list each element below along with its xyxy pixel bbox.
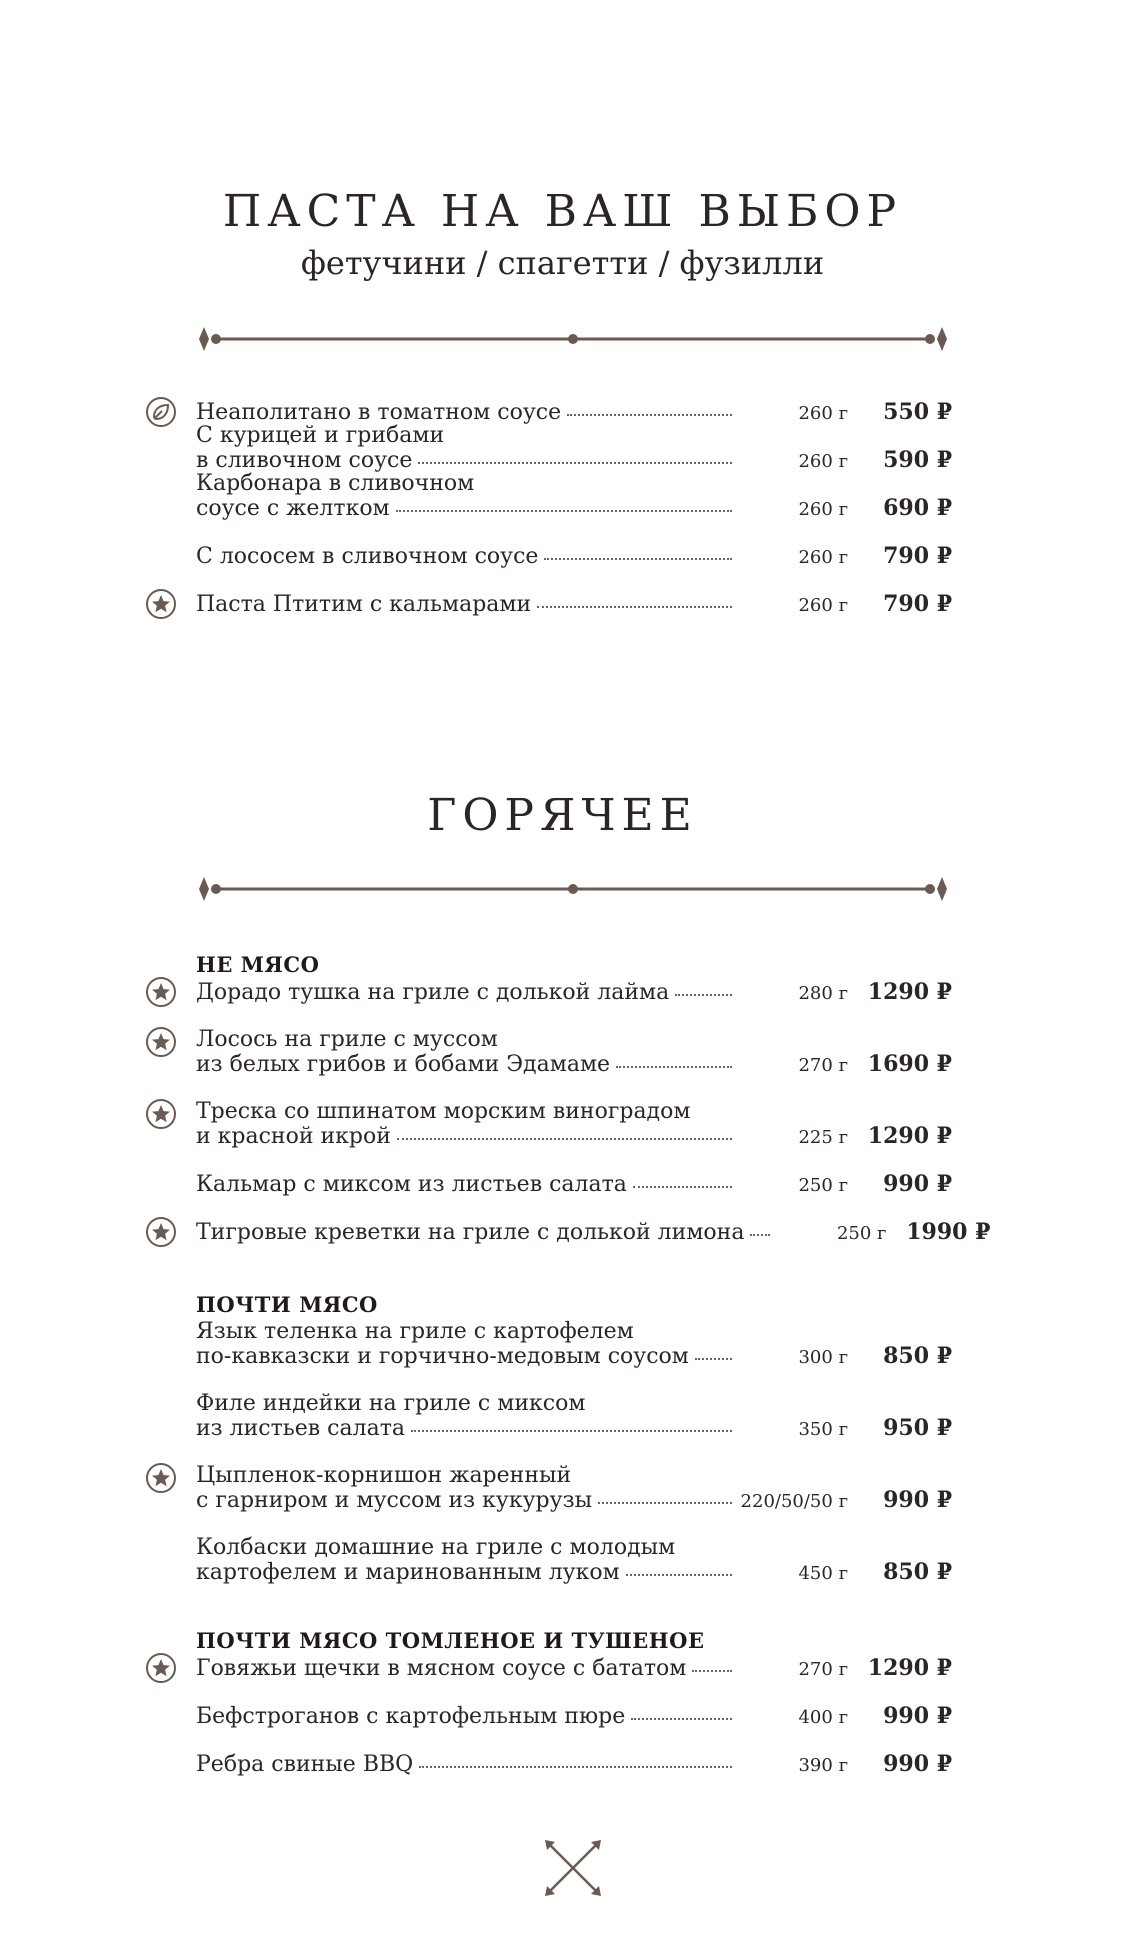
dot-leader xyxy=(675,993,732,996)
menu-item-price: 990 ₽ xyxy=(883,1751,952,1777)
dot-leader xyxy=(419,1765,732,1768)
menu-group-heading: ПОЧТИ МЯСО ТОМЛЕНОЕ И ТУШЕНОЕ xyxy=(196,1628,705,1653)
menu-item-weight: 260 г xyxy=(798,499,848,520)
menu-item-weight: 390 г xyxy=(798,1755,848,1776)
menu-item-name: по-кавказски и горчично-медовым соусом xyxy=(196,1344,689,1369)
menu-item-weight: 250 г xyxy=(798,1175,848,1196)
dot-leader xyxy=(418,461,732,464)
ornament-divider xyxy=(192,874,954,904)
star-icon xyxy=(145,1026,177,1058)
menu-item xyxy=(196,1100,952,1150)
star-icon xyxy=(145,1098,177,1130)
menu-item-name-line1: Колбаски домашние на гриле с молодым xyxy=(196,1535,676,1560)
menu-item-name: Говяжьи щечки в мясном соусе с бататом xyxy=(196,1656,687,1681)
menu-item-price: 590 ₽ xyxy=(883,447,952,473)
menu-item-weight: 220/50/50 г xyxy=(740,1491,848,1512)
menu-item-name: С лососем в сливочном соусе xyxy=(196,544,539,569)
dot-leader xyxy=(750,1233,770,1236)
menu-item xyxy=(196,1320,952,1370)
menu-item-weight: 350 г xyxy=(798,1419,848,1440)
menu-item-price: 1990 ₽ xyxy=(906,1219,991,1245)
dot-leader xyxy=(616,1065,732,1068)
menu-item-name: из белых грибов и бобами Эдамаме xyxy=(196,1052,611,1077)
menu-item-name: Тигровые креветки на гриле с долькой лимона xyxy=(196,1220,745,1245)
menu-item-name-line1: Филе индейки на гриле с миксом xyxy=(196,1391,586,1416)
dot-leader xyxy=(396,509,732,512)
menu-item-price: 690 ₽ xyxy=(883,495,952,521)
menu-group-heading: НЕ МЯСО xyxy=(196,952,320,977)
menu-item-price: 950 ₽ xyxy=(883,1415,952,1441)
star-icon xyxy=(145,1652,177,1684)
dot-leader xyxy=(695,1357,732,1360)
menu-item-name-line1: Лосось на гриле с муссом xyxy=(196,1027,498,1052)
pasta-section-title: ПАСТА НА ВАШ ВЫБОР xyxy=(222,186,903,237)
dot-leader xyxy=(397,1137,732,1140)
menu-item-price: 1290 ₽ xyxy=(867,1123,952,1149)
menu-item-name: Бефстроганов с картофельным пюре xyxy=(196,1704,626,1729)
menu-item-name-line1: Треска со шпинатом морским виноградом xyxy=(196,1099,691,1124)
dot-leader xyxy=(633,1185,732,1188)
menu-item xyxy=(196,424,952,474)
menu-item xyxy=(196,592,952,618)
menu-item xyxy=(196,1704,952,1730)
menu-item-name: Ребра свиные BBQ xyxy=(196,1752,414,1777)
star-icon xyxy=(145,1462,177,1494)
menu-item-name: в сливочном соусе xyxy=(196,448,413,473)
dot-leader xyxy=(631,1717,732,1720)
menu-item-name: Дорадо тушка на гриле с долькой лайма xyxy=(196,980,670,1005)
menu-item-name: Кальмар с миксом из листьев салата xyxy=(196,1172,627,1197)
ornament-divider xyxy=(192,324,954,354)
menu-item xyxy=(196,1464,952,1514)
menu-item-price: 550 ₽ xyxy=(883,399,952,425)
menu-item-price: 850 ₽ xyxy=(883,1559,952,1585)
menu-item xyxy=(196,1752,952,1778)
menu-item-price: 850 ₽ xyxy=(883,1343,952,1369)
menu-item-name-line1: С курицей и грибами xyxy=(196,423,445,448)
menu-item-weight: 450 г xyxy=(798,1563,848,1584)
dot-leader xyxy=(544,557,732,560)
menu-item xyxy=(196,1536,952,1586)
crossed-arrows-icon xyxy=(543,1838,603,1898)
menu-item-weight: 250 г xyxy=(836,1223,887,1244)
menu-item-weight: 260 г xyxy=(798,547,848,568)
menu-item-weight: 270 г xyxy=(798,1055,848,1076)
menu-item-weight: 400 г xyxy=(798,1707,848,1728)
menu-item-price: 990 ₽ xyxy=(883,1171,952,1197)
menu-item xyxy=(196,544,952,570)
menu-item-weight: 280 г xyxy=(798,983,848,1004)
menu-item-weight: 225 г xyxy=(798,1127,848,1148)
menu-item-weight: 260 г xyxy=(798,451,848,472)
menu-item xyxy=(196,1028,952,1078)
menu-item-price: 1690 ₽ xyxy=(867,1051,952,1077)
menu-item-weight: 260 г xyxy=(798,403,848,424)
hot-section-title: ГОРЯЧЕЕ xyxy=(427,790,698,841)
menu-item-price: 1290 ₽ xyxy=(867,1655,952,1681)
menu-item-weight: 300 г xyxy=(798,1347,848,1368)
star-icon xyxy=(145,1216,177,1248)
menu-group-heading: ПОЧТИ МЯСО xyxy=(196,1292,378,1317)
menu-item-name-line1: Карбонара в сливочном xyxy=(196,471,475,496)
menu-item-price: 1290 ₽ xyxy=(867,979,952,1005)
menu-item xyxy=(196,980,952,1006)
dot-leader xyxy=(626,1573,732,1576)
star-icon xyxy=(145,976,177,1008)
menu-item-price: 990 ₽ xyxy=(883,1487,952,1513)
menu-item-name: из листьев салата xyxy=(196,1416,405,1441)
dot-leader xyxy=(567,413,732,416)
menu-item-name: с гарниром и муссом из кукурузы xyxy=(196,1488,593,1513)
dot-leader xyxy=(598,1501,732,1504)
menu-item-name-line1: Цыпленок-корнишон жаренный xyxy=(196,1463,572,1488)
menu-item-price: 790 ₽ xyxy=(883,543,952,569)
star-icon xyxy=(145,588,177,620)
menu-item-weight: 270 г xyxy=(798,1659,848,1680)
menu-item-price: 990 ₽ xyxy=(883,1703,952,1729)
menu-item xyxy=(196,1172,952,1198)
menu-item xyxy=(196,1392,952,1442)
leaf-icon xyxy=(145,396,177,428)
menu-item-name: Паста Птитим с кальмарами xyxy=(196,592,532,617)
dot-leader xyxy=(692,1669,732,1672)
menu-item xyxy=(196,1219,991,1246)
menu-item-weight: 260 г xyxy=(798,595,848,616)
menu-item-name: картофелем и маринованным луком xyxy=(196,1560,620,1585)
menu-item-price: 790 ₽ xyxy=(883,591,952,617)
menu-item-name-line1: Язык теленка на гриле с картофелем xyxy=(196,1319,634,1344)
menu-item-name: Неаполитано в томатном соусе xyxy=(196,400,562,425)
menu-item xyxy=(196,1656,952,1682)
pasta-section-subtitle: фетучини / спагетти / фузилли xyxy=(300,244,825,282)
dot-leader xyxy=(537,605,732,608)
menu-item-name: и красной икрой xyxy=(196,1124,391,1149)
menu-item-name: соусе с желтком xyxy=(196,496,390,521)
dot-leader xyxy=(411,1429,732,1432)
menu-item xyxy=(196,472,952,522)
